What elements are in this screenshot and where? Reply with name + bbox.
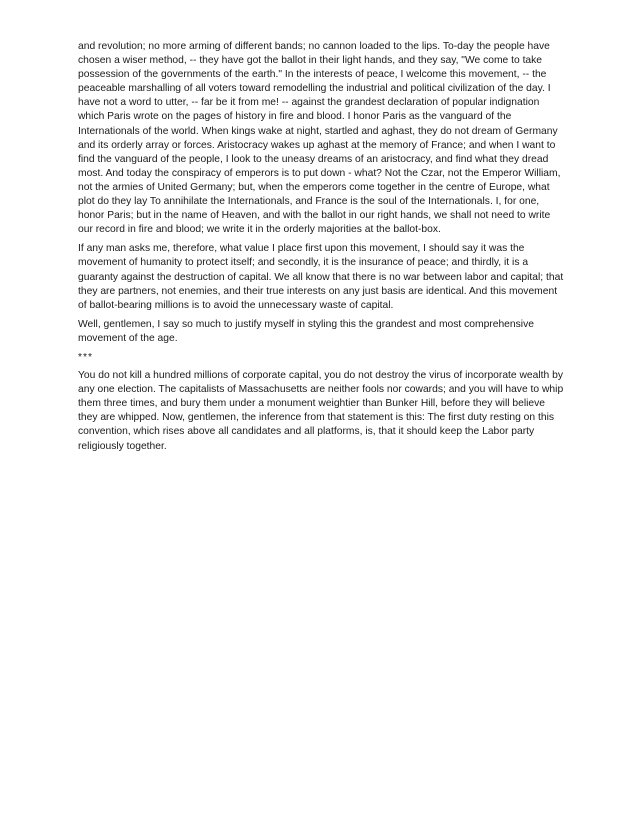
paragraph-value-of-movement: If any man asks me, therefore, what value I place first upon this movement, I should say it was the movement of humanity to protect itself; and secondly, it is the insurance of peace; and thirdly, it is a guaranty against the destruction of capital. We all know that there is no war between labor and capital; that they are partners, not enemies, and their true interests on any just basis are identical. And this movement of ballot-bearing millions is to avoid the unnecessary waste of capital. bbox=[78, 243, 564, 311]
document-body bbox=[78, 40, 567, 459]
paragraph-corporate-capital: You do not kill a hundred millions of corporate capital, you do not destroy the virus of incorporate wealth by any one election. The capitalists of Massachusetts are neither fools nor cowards; and you will have to whip them three times, and bury them under a monument weightier than Bunker Hill, before they will believe they are whipped. Now, gentlemen, the inference from that statement is this: The first duty resting on this convention, which rises above all candidates and all platforms, is, that it should keep the Labor party religiously together. bbox=[78, 370, 564, 452]
section-separator: *** bbox=[78, 351, 94, 363]
paragraph-revolution: and revolution; no more arming of different bands; no cannon loaded to the lips. To-day the people have chosen a wiser method, -- they have got the ballot in their light hands, and they say, "We come to take possession of the governments of the earth." In the interests of peace, I welcome this movement, -- the peaceable marshalling of all voters toward remodelling the industrial and political civilization of the day. I have not a word to utter, -- far be it from me! -- against the grandest declaration of popular indignation which Paris wrote on the pages of history in fire and blood. I honor Paris as the vanguard of the Internationals of the world. When kings wake at night, startled and aghast, they do not dream of Germany and its orderly array or forces. Aristocracy wakes up aghast at the memory of France; and when I want to find the vanguard of the people, I look to the uneasy dreams of an aristocracy, and find what they dread most. And today the conspiracy of emperors is to put down - what? Not the Czar, not the Emperor William, not the armies of United Germany; but, when the emperors come together in the centre of Europe, what plot do they lay To annihilate the Internationals, and France is the soul of the Internationals. I, for one, honor Paris; but in the name of Heaven, and with the ballot in our right hands, we shall not need to write our record in fire and blood; we write it in the orderly majorities at the ballot-box. bbox=[78, 41, 561, 236]
paragraph-grandest-movement: Well, gentlemen, I say so much to justify myself in styling this the grandest and most comprehensive movement of the age. bbox=[78, 318, 534, 344]
